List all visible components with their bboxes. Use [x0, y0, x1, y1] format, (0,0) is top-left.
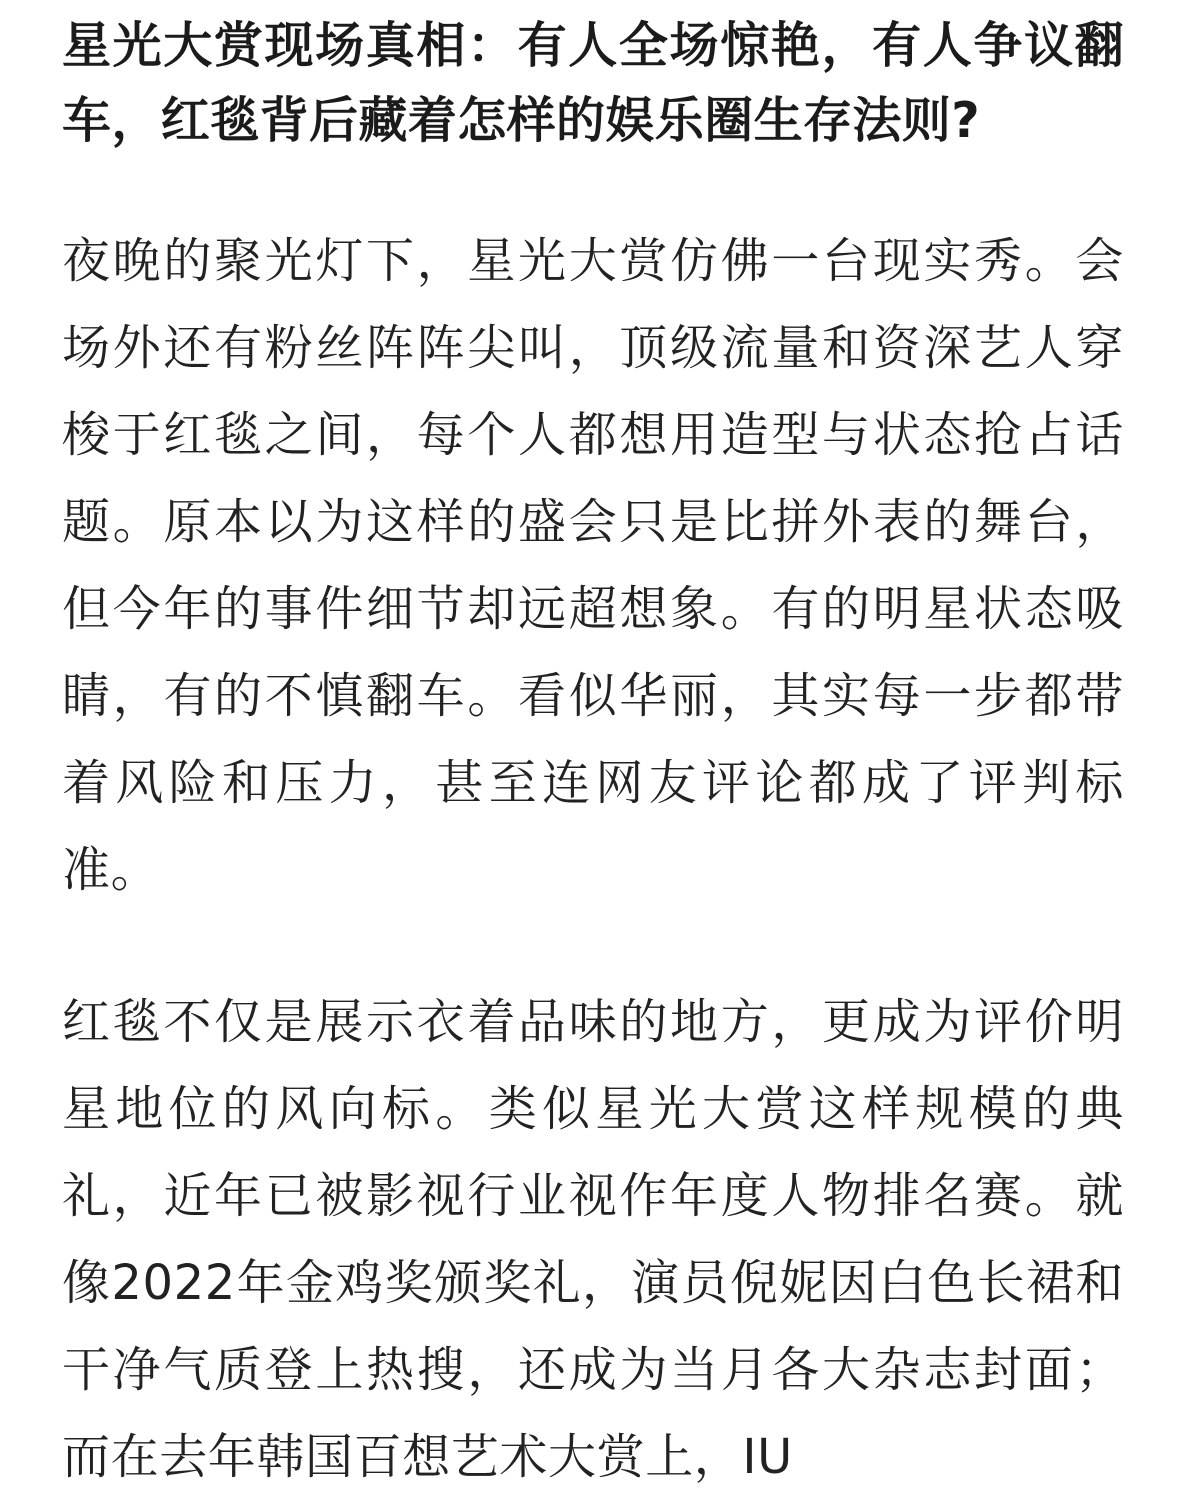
article-paragraph: 红毯不仅是展示衣着品味的地方，更成为评价明星地位的风向标。类似星光大赏这样规模的典礼，近年已被影视行业视作年度人物排名赛。就像2022年金鸡奖颁奖礼，演员倪妮因白色长裙和干净气质登上热搜，还成为当月各大杂志封面；而在去年韩国百想艺术大赏上，IU — [62, 994, 1124, 1485]
article-title: 星光大赏现场真相：有人全场惊艳，有人争议翻车，红毯背后藏着怎样的娱乐圈生存法则? — [62, 17, 1124, 149]
article-paragraph: 夜晚的聚光灯下，星光大赏仿佛一台现实秀。会场外还有粉丝阵阵尖叫，顶级流量和资深艺人穿梭于红毯之间，每个人都想用造型与状态抢占话题。原本以为这样的盛会只是比拼外表的舞台，但今年的事件细节却远超想象。有的明星状态吸睛，有的不慎翻车。看似华丽，其实每一步都带着风险和压力，甚至连网友评论都成了评判标准。 — [62, 233, 1124, 898]
article — [62, 8, 1124, 1501]
